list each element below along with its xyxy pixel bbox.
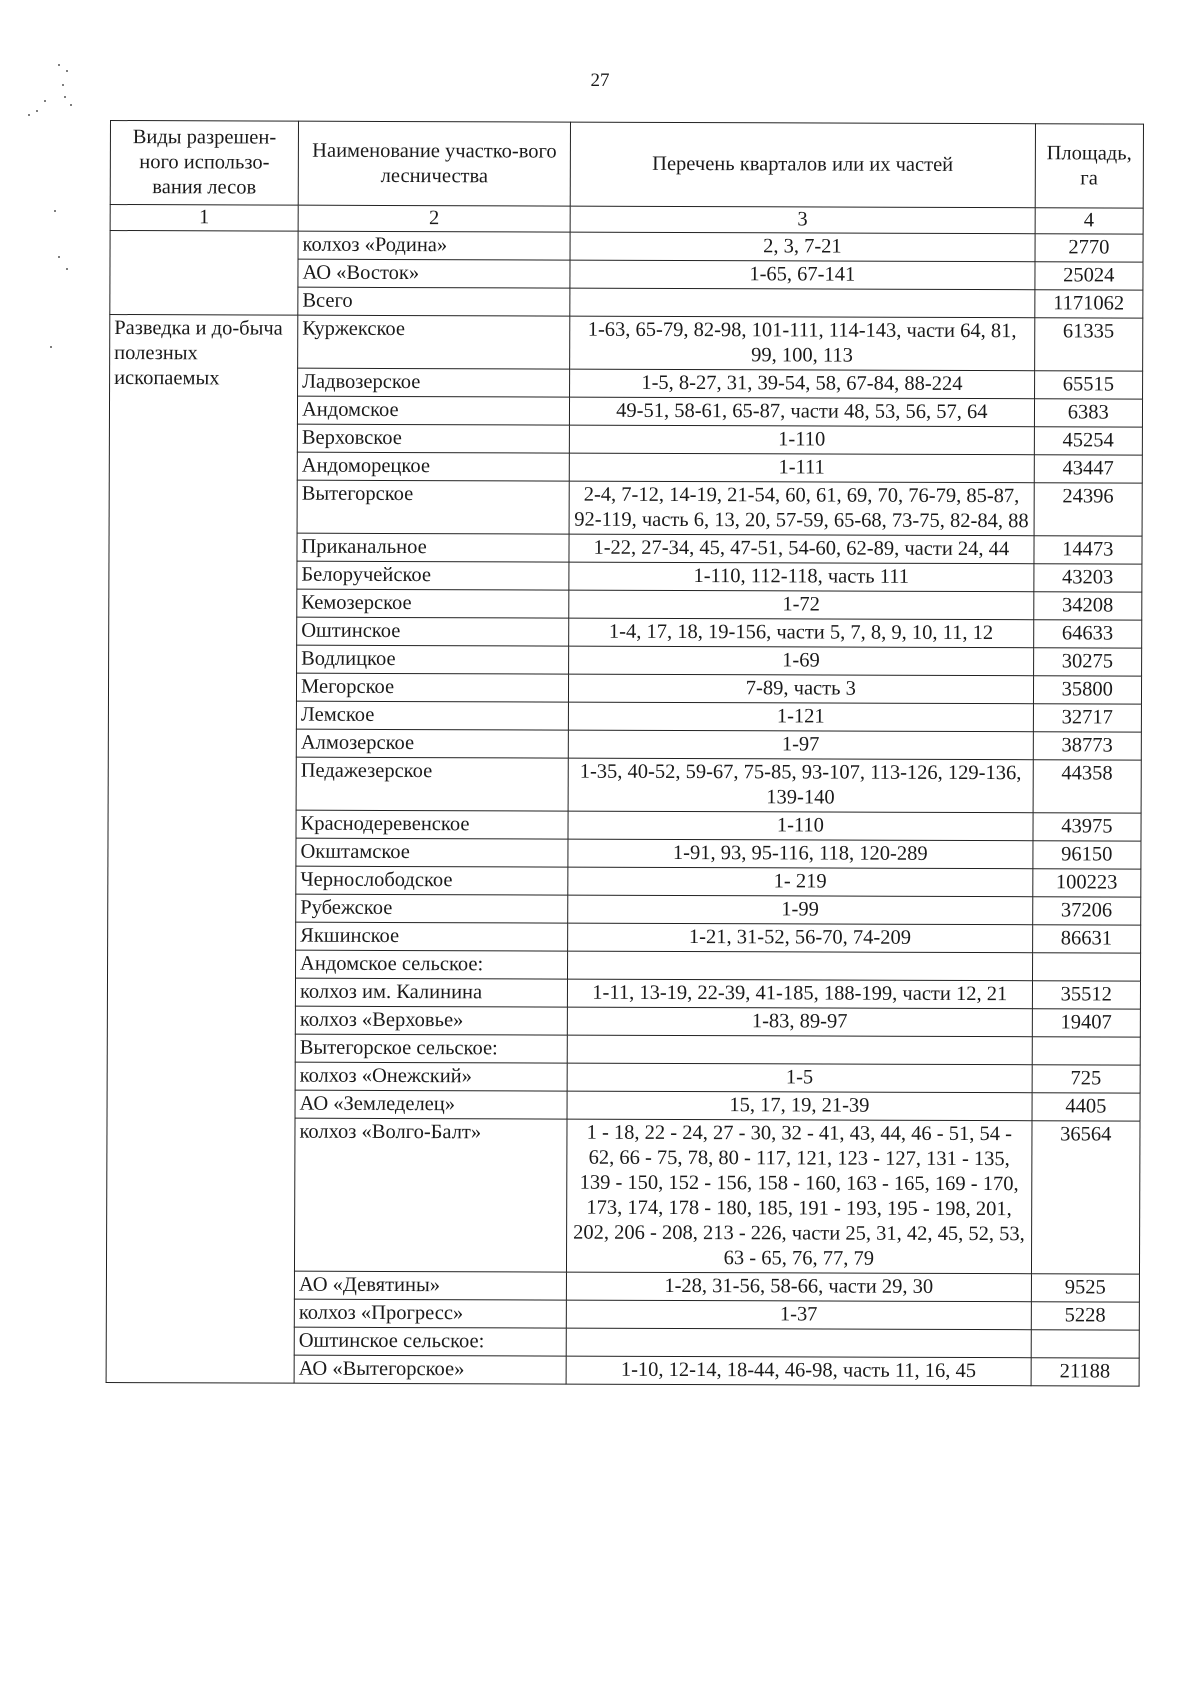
table-row [110,231,1143,263]
quarters-list: 1-21, 31-52, 56-70, 74-209 [568,923,1033,953]
forestry-name: Вытегорское [297,480,569,534]
area-value: 6383 [1034,399,1143,427]
forestry-name: колхоз им. Калинина [295,978,567,1007]
forestry-name: Алмозерское [296,729,568,758]
forestry-name: АО «Земледелец» [295,1090,567,1119]
area-value: 44358 [1033,760,1142,813]
header-forestry-name: Наименование участко-вого лесничества [298,121,570,206]
forestry-name: Ладвозерское [298,368,570,397]
quarters-list: 1-63, 65-79, 82-98, 101-111, 114-143, части 64, 81, 99, 100, 113 [570,316,1035,371]
forestry-name: Лемское [296,701,568,730]
area-value: 24396 [1034,483,1143,536]
area-value: 34208 [1033,592,1142,620]
forestry-name: Кемозерское [297,589,569,618]
area-value: 5228 [1031,1302,1140,1330]
forestry-name: Куржекское [298,315,570,369]
area-value: 35512 [1032,981,1141,1009]
quarters-list: 1-10, 12-14, 18-44, 46-98, часть 11, 16, 45 [566,1356,1031,1386]
area-value [1032,953,1141,981]
forestry-name: Андомское сельское: [296,950,568,979]
forestry-name: Белоручейское [297,561,569,590]
forestry-name: Вытегорское сельское: [295,1034,567,1063]
area-value: 2770 [1035,234,1144,262]
quarters-list: 1-91, 93, 95-116, 118, 120-289 [568,839,1033,869]
quarters-list: 1-22, 27-34, 45, 47-51, 54-60, 62-89, части 24, 44 [569,534,1034,564]
quarters-list [568,951,1033,981]
forestry-name: Рубежское [296,894,568,923]
area-value: 86631 [1032,925,1141,953]
forestry-name: Верховское [297,424,569,453]
area-value: 1171062 [1034,290,1143,318]
quarters-list: 1-65, 67-141 [570,260,1035,290]
area-value: 43203 [1033,564,1142,592]
area-value: 38773 [1033,732,1142,760]
quarters-list: 2, 3, 7-21 [570,232,1035,262]
quarters-list: 1-72 [569,590,1034,620]
area-value: 32717 [1033,704,1142,732]
area-value: 45254 [1034,427,1143,455]
forestry-name: Якшинское [296,922,568,951]
area-value: 25024 [1035,262,1144,290]
area-value: 30275 [1033,648,1142,676]
quarters-list: 2-4, 7-12, 14-19, 21-54, 60, 61, 69, 70, 76-79, 85-87, 92-119, часть 6, 13, 20, 57-59, 65-68, 73-75, 82-84, 88 [569,481,1034,536]
area-value: 36564 [1031,1121,1140,1274]
area-value: 43447 [1034,455,1143,483]
forestry-name: АО «Девятины» [294,1271,566,1300]
quarters-list: 1-97 [568,730,1033,760]
quarters-list: 1-4, 17, 18, 19-156, части 5, 7, 8, 9, 10, 11, 12 [569,618,1034,648]
forestry-name: колхоз «Родина» [298,231,570,260]
area-value [1032,1037,1141,1065]
quarters-list: 1-83, 89-97 [567,1007,1032,1037]
scan-noise-marks [14,60,94,380]
quarters-list: 1-99 [568,895,1033,925]
area-value: 37206 [1032,897,1141,925]
forestry-name: Окштамское [296,838,568,867]
forestry-name: Приканальное [297,533,569,562]
continued-rows [110,231,1143,319]
quarters-list: 1 - 18, 22 - 24, 27 - 30, 32 - 41, 43, 44, 46 - 51, 54 - 62, 66 - 75, 78, 80 - 117, 121, 123 - 127, 131 - 135, 139 - 150, 152 - 156, 158 - 160, 163 - 165, 169 - 170, 173, 174, 178 - 180, 185, 191 - 193, 195 - 198, 201, 202, 206 - 208, 213 - 226, части 25, 31, 42, 45, 52, 53, 63 - 65, 76, 77, 79 [567,1119,1032,1274]
area-value: 4405 [1032,1093,1141,1121]
header-use-type: Виды разрешен-ного использо-вания лесов [110,121,298,206]
forestry-name: Чернослободское [296,866,568,895]
quarters-list: 1-110 [568,811,1033,841]
quarters-list: 1-11, 13-19, 22-39, 41-185, 188-199, части 12, 21 [567,979,1032,1009]
quarters-list: 1-110 [569,425,1034,455]
quarters-list [567,1035,1032,1065]
forestry-name: колхоз «Верховье» [295,1006,567,1035]
header-row [110,121,1143,209]
table-row [110,315,1143,372]
area-value: 96150 [1032,841,1141,869]
quarters-list: 15, 17, 19, 21-39 [567,1091,1032,1121]
quarters-list: 7-89, часть 3 [569,674,1034,704]
quarters-list [570,288,1035,318]
forestry-name: Краснодеревенское [296,810,568,839]
header-area: Площадь, га [1035,124,1144,208]
quarters-list: 1- 219 [568,867,1033,897]
forestry-name: Педажезерское [296,757,568,811]
header-number-3: 3 [570,206,1035,234]
forestry-name: Мегорское [296,673,568,702]
area-value: 100223 [1032,869,1141,897]
forestry-name: АО «Восток» [298,259,570,288]
area-value: 19407 [1032,1009,1141,1037]
area-value: 43975 [1033,813,1142,841]
quarters-list: 1-5 [567,1063,1032,1093]
section-rows [106,315,1143,1387]
quarters-list: 1-111 [569,453,1034,483]
area-value: 35800 [1033,676,1142,704]
quarters-list: 1-110, 112-118, часть 111 [569,562,1034,592]
header-number-1: 1 [110,205,298,232]
area-value [1031,1330,1140,1358]
use-type-cell [110,231,298,316]
forestry-name: Андоморецкое [297,452,569,481]
page-number: 27 [590,70,610,91]
quarters-list: 1-37 [566,1300,1031,1330]
quarters-list: 1-5, 8-27, 31, 39-54, 58, 67-84, 88-224 [570,369,1035,399]
header-quarters: Перечень кварталов или их частей [570,122,1035,208]
forestry-name: колхоз «Прогресс» [294,1299,566,1328]
forestry-name: Оштинское сельское: [294,1327,566,1356]
area-value: 9525 [1031,1274,1140,1302]
header-number-2: 2 [298,205,570,232]
quarters-list [566,1328,1031,1358]
area-value: 64633 [1033,620,1142,648]
forestry-name: Оштинское [297,617,569,646]
area-value: 61335 [1034,318,1143,371]
forestry-name: колхоз «Волго-Балт» [294,1118,567,1272]
header-number-row [110,205,1143,235]
area-value: 725 [1032,1065,1141,1093]
use-type-cell: Разведка и до-быча полезных ископаемых [106,315,298,1384]
quarters-list: 49-51, 58-61, 65-87, части 48, 53, 56, 57, 64 [570,397,1035,427]
forestry-name: Всего [298,287,570,316]
forest-use-table [106,120,1144,1387]
area-value: 14473 [1034,536,1143,564]
forestry-name: колхоз «Онежский» [295,1062,567,1091]
quarters-list: 1-28, 31-56, 58-66, части 29, 30 [566,1272,1031,1302]
quarters-list: 1-121 [568,702,1033,732]
quarters-list: 1-69 [569,646,1034,676]
forestry-name: Андомское [297,396,569,425]
forestry-name: Водлицкое [297,645,569,674]
quarters-list: 1-35, 40-52, 59-67, 75-85, 93-107, 113-126, 129-136, 139-140 [568,758,1033,813]
area-value: 21188 [1031,1358,1140,1386]
area-value: 65515 [1034,371,1143,399]
forestry-name: АО «Вытегорское» [294,1355,566,1384]
header-number-4: 4 [1035,208,1143,234]
